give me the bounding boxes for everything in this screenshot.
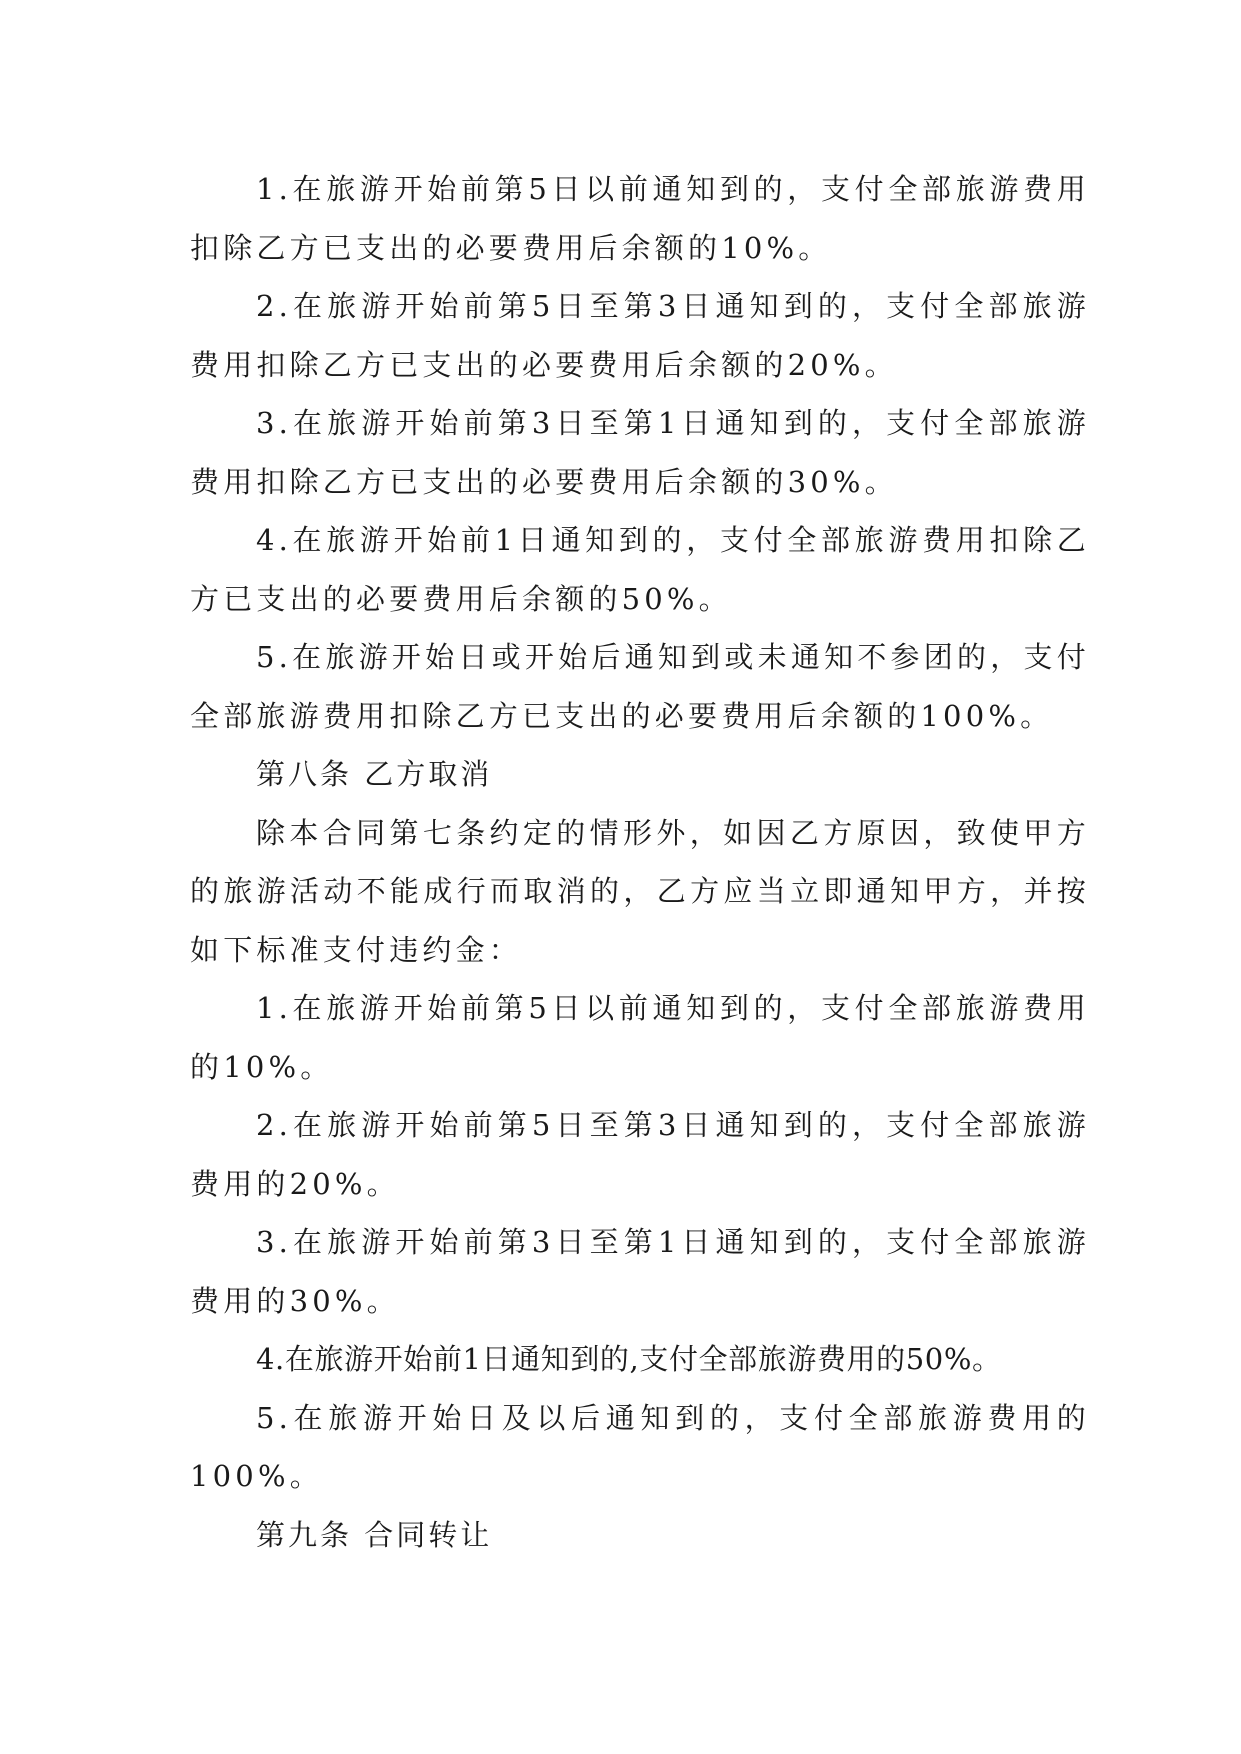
clause-paragraph: 1.在旅游开始前第5日以前通知到的，支付全部旅游费用扣除乙方已支出的必要费用后余额的10%。 [190,172,1090,265]
clause-paragraph: 3.在旅游开始前第3日至第1日通知到的，支付全部旅游费用扣除乙方已支出的必要费用后余额的30%。 [190,406,1090,499]
clause-paragraph: 1.在旅游开始前第5日以前通知到的，支付全部旅游费用的10%。 [190,991,1090,1084]
clause-paragraph: 5.在旅游开始日及以后通知到的，支付全部旅游费用的100%。 [190,1400,1090,1493]
clause-paragraph: 4.在旅游开始前1日通知到的，支付全部旅游费用扣除乙方已支出的必要费用后余额的50%。 [190,523,1090,616]
article-heading: 第八条 乙方取消 [256,757,493,791]
clause-paragraph: 5.在旅游开始日或开始后通知到或未通知不参团的，支付全部旅游费用扣除乙方已支出的必要费用后余额的100%。 [190,640,1090,733]
clause-paragraph: 2.在旅游开始前第5日至第3日通知到的，支付全部旅游费用扣除乙方已支出的必要费用后余额的20%。 [190,289,1090,382]
clause-paragraph: 2.在旅游开始前第5日至第3日通知到的，支付全部旅游费用的20%。 [190,1108,1090,1201]
article-heading: 第九条 合同转让 [256,1517,493,1552]
clause-paragraph: 3.在旅游开始前第3日至第1日通知到的，支付全部旅游费用的30%。 [190,1225,1090,1318]
document-body [190,160,1090,1564]
clause-paragraph: 4.在旅游开始前1日通知到的,支付全部旅游费用的50%。 [256,1342,1002,1376]
clause-paragraph: 除本合同第七条约定的情形外，如因乙方原因，致使甲方的旅游活动不能成行而取消的，乙方应当立即通知甲方，并按如下标准支付违约金： [190,815,1090,967]
